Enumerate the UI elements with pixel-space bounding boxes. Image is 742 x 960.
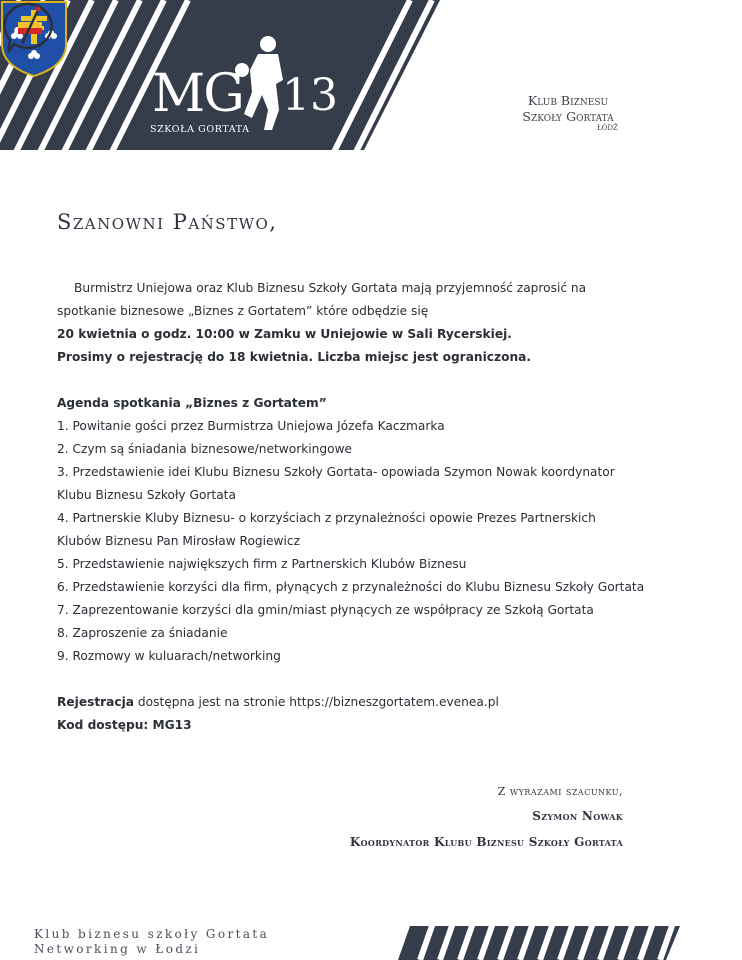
intro-line-2: spotkanie biznesowe „Biznes z Gortatem” które odbędzie się — [57, 304, 429, 318]
agenda-list — [57, 415, 677, 668]
agenda-title: Agenda spotkania „Biznes z Gortatem” — [57, 396, 327, 410]
banner-graphic — [0, 0, 742, 160]
agenda-item: 8. Zaproszenie za śniadanie — [57, 626, 228, 640]
agenda-item: Klubów Biznesu Pan Mirosław Rogiewicz — [57, 534, 300, 548]
registration-line — [57, 691, 677, 714]
registration-label: Rejestracja — [57, 695, 135, 709]
agenda-item: 7. Zaprezentowanie korzyści dla gmin/miast płynących ze współpracy ze Szkołą Gortata — [57, 603, 594, 617]
brand-number: 13 — [282, 70, 338, 121]
brand-school: SZKOŁA GORTATA — [150, 124, 250, 135]
club-name-line2: Szkoły Gortata — [522, 109, 614, 124]
event-date-place: 20 kwietnia o godz. 10:00 w Zamku w Uniejowie w Sali Rycerskiej. — [57, 327, 512, 341]
agenda-item: 1. Powitanie gości przez Burmistrza Uniejowa Józefa Kaczmarka — [57, 419, 445, 433]
brand-mg: MG — [152, 64, 243, 124]
signer-title: Koordynator Klubu Biznesu Szkoły Gortata — [349, 835, 623, 849]
footer-line-2: Networking w Łodzi — [34, 942, 201, 956]
signer-name: Szymon Nowak — [532, 809, 623, 823]
agenda-item: 9. Rozmowy w kuluarach/networking — [57, 649, 281, 663]
closing: Z wyrazami szacunku, — [497, 785, 623, 798]
club-city: ŁÓDŹ — [597, 124, 618, 132]
club-name — [500, 93, 636, 125]
letter-body — [57, 277, 677, 737]
agenda-item: 6. Przedstawienie korzyści dla firm, płynących z przynależności do Klubu Biznesu Szkoły Gortata — [57, 580, 645, 594]
club-logo-icon — [0, 0, 60, 54]
agenda-item: 5. Przedstawienie największych firm z Partnerskich Klubów Biznesu — [57, 557, 467, 571]
footer-stripe-band — [380, 920, 742, 960]
agenda-item: Klubu Biznesu Szkoły Gortata — [57, 488, 236, 502]
agenda-item: 2. Czym są śniadania biznesowe/networkingowe — [57, 442, 353, 456]
intro-line-1: Burmistrz Uniejowa oraz Klub Biznesu Szkoły Gortata mają przyjemność zaprosić na — [74, 281, 587, 295]
spacer — [57, 369, 677, 392]
spacer — [57, 668, 677, 691]
header-banner — [0, 0, 742, 160]
registration-text: dostępna jest na stronie https://bizneszgortatem.evenea.pl — [134, 695, 499, 709]
footer-line-1: Klub biznesu szkoły Gortata — [34, 927, 270, 941]
club-name-line1: Klub Biznesu — [527, 93, 609, 108]
registration-deadline: Prosimy o rejestrację do 18 kwietnia. Liczba miejsc jest ograniczona. — [57, 350, 531, 364]
agenda-item: 3. Przedstawienie idei Klubu Biznesu Szkoły Gortata- opowiada Szymon Nowak koordynator — [57, 465, 615, 479]
access-code: Kod dostępu: MG13 — [57, 718, 192, 732]
greeting: Szanowni Państwo, — [57, 210, 278, 234]
agenda-item: 4. Partnerskie Kluby Biznesu- o korzyściach z przynależności opowie Prezes Partnerskich — [57, 511, 596, 525]
